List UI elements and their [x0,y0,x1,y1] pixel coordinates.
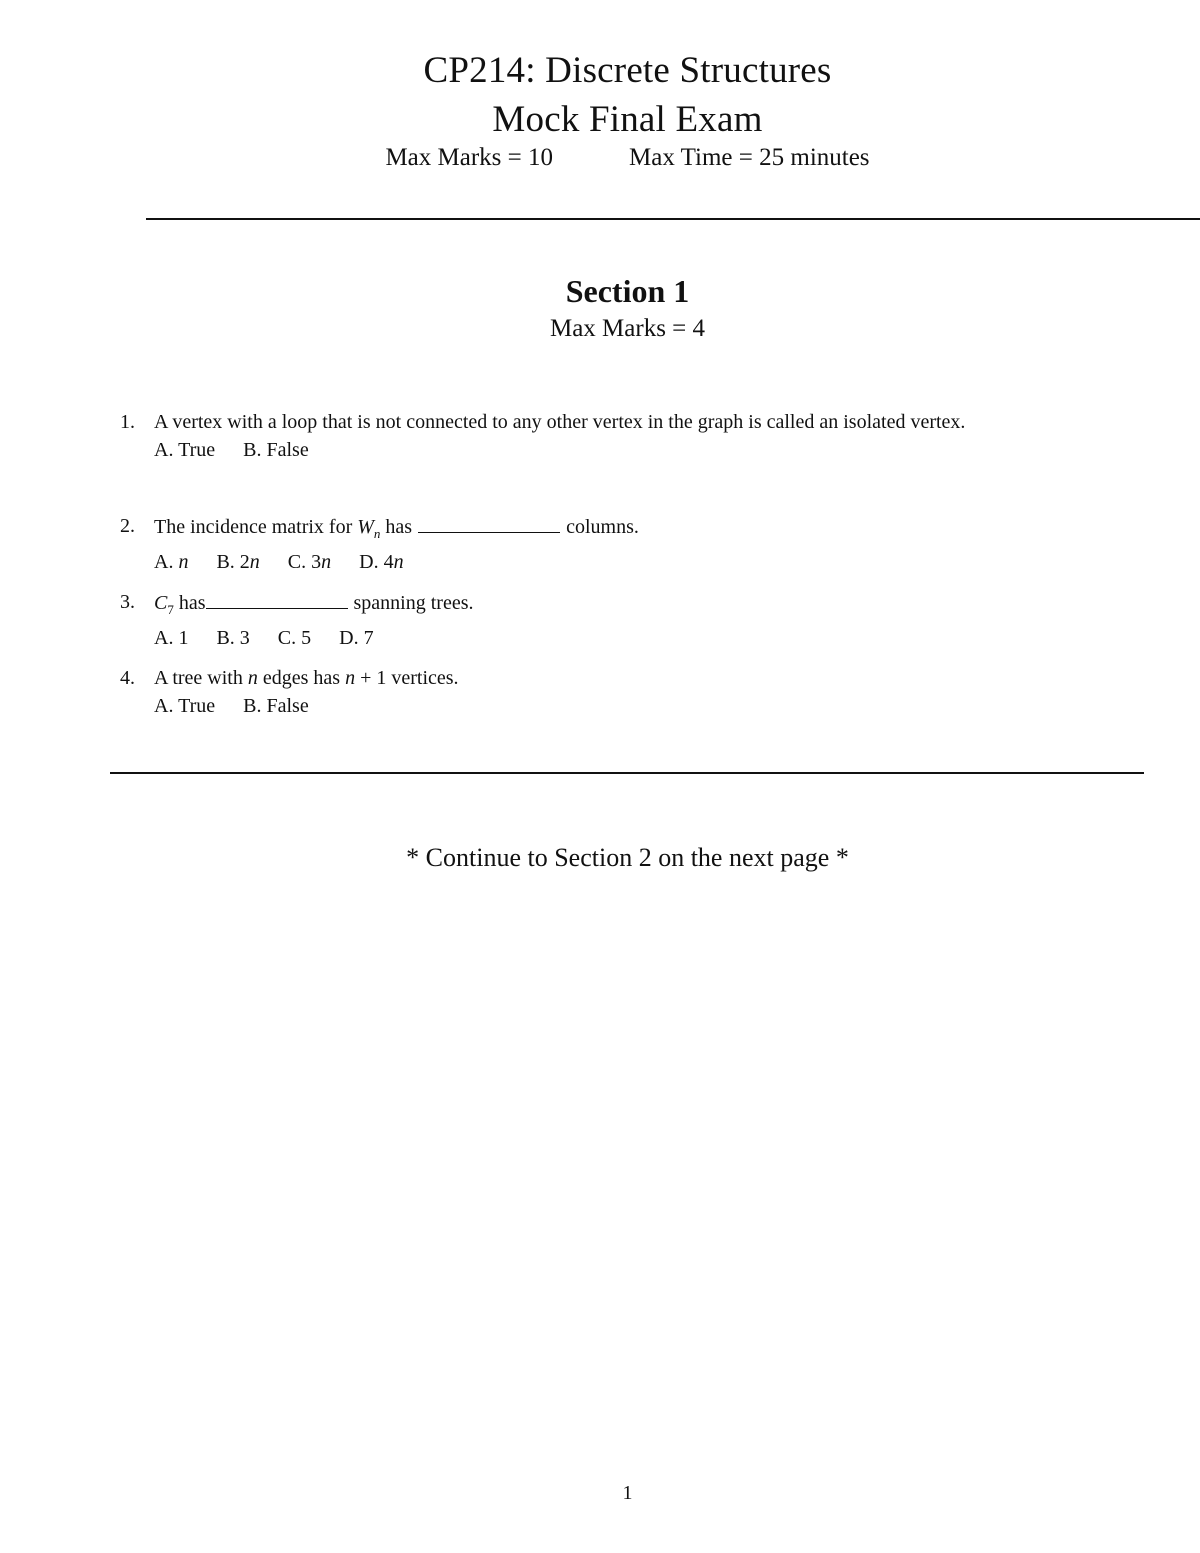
exam-title: Mock Final Exam [492,99,763,140]
question-text: A vertex with a loop that is not connected to any other vertex in the graph is called an isolated vertex. [154,411,966,433]
question-number: 4. [120,667,135,689]
max-time: Max Time = 25 minutes [629,144,870,171]
continue-note: * Continue to Section 2 on the next page * [406,843,849,872]
option-b[interactable]: B. 3 [216,627,250,649]
option-d[interactable]: D. 4n [359,551,404,573]
answer-options [154,624,1150,652]
header-divider [146,218,1200,220]
option-a[interactable]: A. True [154,439,216,461]
section-divider [110,772,1144,774]
exam-meta [0,143,1200,173]
question-text: The incidence matrix for $W_n$ has columns. [154,512,1150,548]
question-number: 1. [120,411,135,433]
question-text: $C_7$ has spanning trees. [154,588,1150,624]
option-b[interactable]: B. False [243,695,309,717]
math-symbol: W [357,516,374,538]
option-a[interactable]: A. n [154,551,189,573]
question-3 [120,588,1150,652]
answer-blank [418,512,560,533]
answer-options [154,436,1150,464]
course-title: CP214: Discrete Structures [423,50,832,91]
option-b[interactable]: B. 2n [216,551,260,573]
question-text: A tree with n edges has n + 1 vertices. [154,667,459,689]
question-number: 2. [120,515,135,537]
option-b[interactable]: B. False [243,439,309,461]
question-number: 3. [120,591,135,613]
answer-options [154,692,1150,720]
section-title: Section 1 [565,273,690,309]
answer-blank [206,588,348,609]
option-c[interactable]: C. 5 [277,627,312,649]
question-2 [120,512,1150,576]
question-4 [120,664,1150,720]
page-number: 1 [622,1482,633,1504]
math-symbol: C [154,592,168,614]
max-marks: Max Marks = 10 [385,144,554,171]
answer-options [154,548,1150,576]
section-marks: Max Marks = 4 [549,315,706,342]
option-a[interactable]: A. True [154,695,216,717]
option-d[interactable]: D. 7 [339,627,374,649]
option-a[interactable]: A. 1 [154,627,189,649]
question-1 [120,408,1150,464]
option-c[interactable]: C. 3n [287,551,332,573]
